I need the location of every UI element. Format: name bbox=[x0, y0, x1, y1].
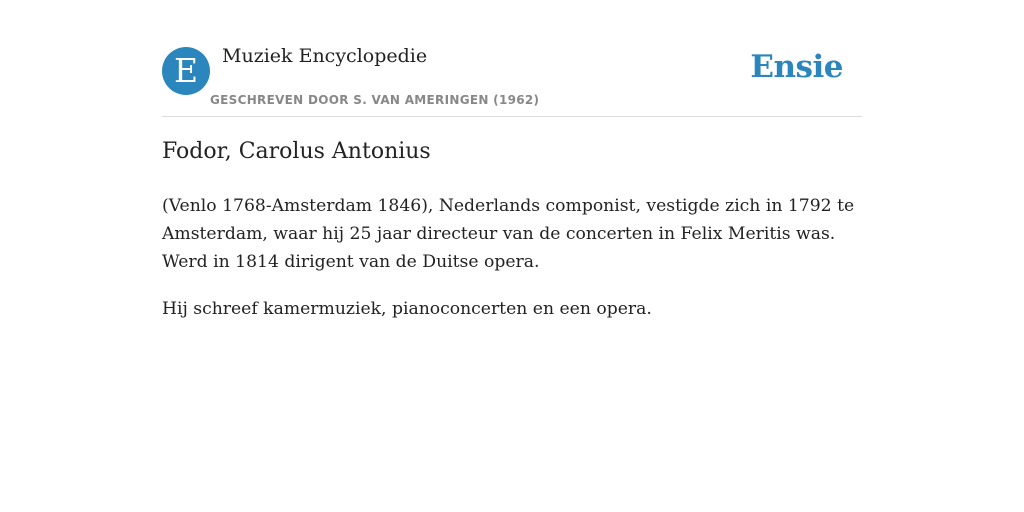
author-byline: GESCHREVEN DOOR S. VAN AMERINGEN (1962) bbox=[210, 93, 540, 107]
encyclopedia-title[interactable]: Muziek Encyclopedie bbox=[222, 45, 428, 67]
ensie-logo[interactable]: Ensie bbox=[750, 49, 843, 85]
entry-paragraph: (Venlo 1768-Amsterdam 1846), Nederlands componist, vestigde zich in 1792 te Amsterdam, waar hij 25 jaar directeur van de concerten in Felix Meritis was. Werd in 1814 dirigent van de Duitse opera. bbox=[162, 196, 855, 272]
entry-content bbox=[162, 192, 862, 342]
entry-paragraph: Hij schreef kamermuziek, pianoconcerten en een opera. bbox=[162, 299, 652, 319]
entry-title: Fodor, Carolus Antonius bbox=[162, 139, 431, 164]
logo-badge[interactable]: E bbox=[162, 47, 210, 95]
header bbox=[162, 0, 862, 117]
page bbox=[162, 0, 862, 512]
